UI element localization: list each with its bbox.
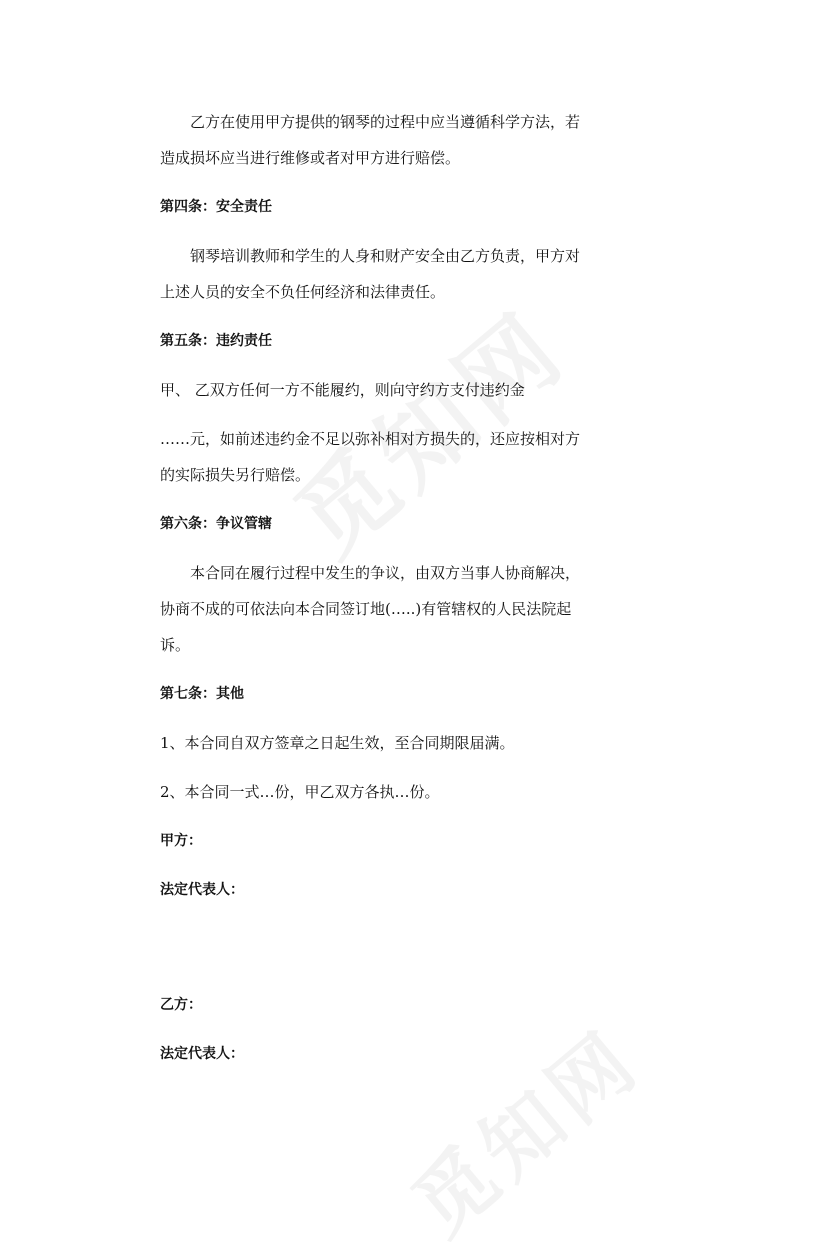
paragraph-breach: 甲、 乙双方任何一方不能履约，则向守约方支付违约金 (160, 381, 525, 399)
heading-article-7: 第七条：其他 (160, 686, 244, 702)
heading-article-5: 第五条：违约责任 (160, 333, 272, 349)
list-item-effective: 1、本合同自双方签章之日起生效，至合同期限届满。 (160, 734, 515, 752)
document-body (160, 104, 580, 1085)
paragraph-penalty: ……元，如前述违约金不足以弥补相对方损失的，还应按相对方的实际损失另行赔偿。 (160, 430, 581, 484)
paragraph-safety: 钢琴培训教师和学生的人身和财产安全由乙方负责，甲方对上述人员的安全不负任何经济和法律责任。 (160, 247, 581, 301)
signature-spacer (160, 921, 580, 987)
heading-article-4: 第四条：安全责任 (160, 199, 272, 215)
party-a-representative-label: 法定代表人： (160, 882, 244, 898)
list-item-copies: 2、本合同一式…份，甲乙双方各执…份。 (160, 783, 440, 801)
heading-article-6: 第六条：争议管辖 (160, 516, 272, 532)
paragraph-dispute: 本合同在履行过程中发生的争议，由双方当事人协商解决，协商不成的可依法向本合同签订地(…..)有管辖权的人民法院起诉。 (160, 564, 581, 654)
party-b-representative-label: 法定代表人： (160, 1046, 244, 1062)
paragraph-maintenance: 乙方在使用甲方提供的钢琴的过程中应当遵循科学方法，若造成损坏应当进行维修或者对甲方进行赔偿。 (160, 113, 581, 167)
party-b-label: 乙方： (160, 997, 202, 1013)
party-a-label: 甲方： (160, 833, 202, 849)
